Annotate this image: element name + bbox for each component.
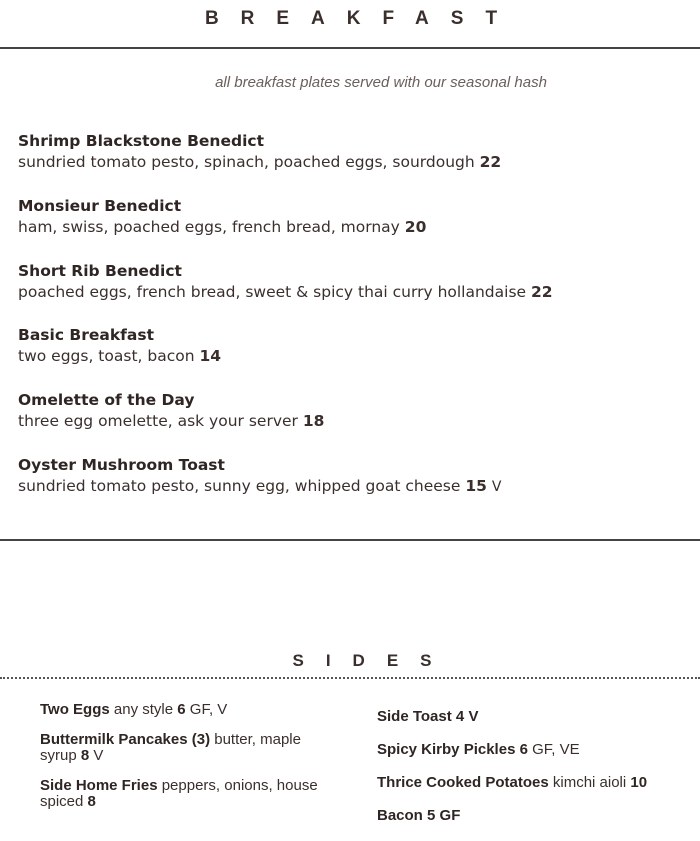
breakfast-items [18, 131, 688, 520]
menu-item [18, 455, 688, 520]
item-name: Monsieur Benedict [18, 196, 182, 215]
side-name: Two Eggs [40, 701, 110, 718]
side-price: 5 [427, 807, 436, 824]
side-description: kimchi aioli [552, 774, 627, 791]
side-item [377, 808, 700, 824]
bottom-divider [0, 539, 700, 541]
item-price: 18 [302, 412, 325, 431]
item-diet-tag: V [491, 478, 502, 495]
item-name: Basic Breakfast [18, 326, 154, 345]
item-description: ham, swiss, poached eggs, french bread, mornay 20 [18, 217, 427, 236]
side-name: Side Home Fries [40, 777, 158, 794]
item-name: Shrimp Blackstone Benedict [18, 132, 264, 150]
side-diet-tag: GF, VE [532, 741, 580, 758]
side-price: 8 [87, 793, 96, 810]
item-description: poached eggs, french bread, sweet & spicy thai curry hollandaise 22 [18, 282, 553, 301]
item-price: 20 [404, 217, 427, 236]
breakfast-heading: BREAKFAST [204, 8, 520, 29]
sides-heading: SIDES [292, 651, 454, 670]
item-description: three egg omelette, ask your server 18 [18, 412, 325, 431]
item-price: 22 [531, 282, 553, 301]
sides-left-column [40, 702, 340, 824]
breakfast-tagline: all breakfast plates served with our seasonal hash [215, 74, 547, 91]
side-price: 6 [177, 701, 186, 718]
side-item [377, 709, 700, 725]
side-diet-tag: V [468, 708, 479, 725]
item-name: Omelette of the Day [18, 391, 195, 410]
side-item [377, 742, 700, 758]
side-name: Side Toast [377, 708, 452, 725]
item-price: 14 [199, 347, 222, 366]
side-diet-tag: GF [439, 807, 461, 824]
side-name: Thrice Cooked Potatoes [377, 774, 549, 791]
item-description: sundried tomato pesto, sunny egg, whipped goat cheese 15 V [18, 476, 502, 495]
menu-item [18, 390, 688, 455]
item-price: 22 [479, 153, 502, 171]
item-price: 15 [465, 476, 487, 495]
side-description: peppers, onions, house spiced [40, 777, 318, 810]
menu-item [18, 196, 688, 261]
side-description: any style [113, 701, 174, 718]
item-name: Oyster Mushroom Toast [18, 455, 225, 474]
side-item [40, 702, 340, 718]
side-item [40, 778, 340, 810]
side-item [377, 775, 700, 791]
side-price: 6 [519, 741, 528, 758]
menu-item [18, 325, 688, 390]
side-diet-tag: GF, V [189, 701, 228, 718]
item-description: sundried tomato pesto, spinach, poached eggs, sourdough 22 [18, 153, 502, 171]
item-name: Short Rib Benedict [18, 261, 182, 280]
side-description: butter, maple syrup [40, 731, 301, 764]
side-item [40, 732, 340, 764]
side-price: 8 [80, 747, 90, 764]
top-divider [0, 47, 700, 49]
side-name: Bacon [377, 807, 423, 824]
side-name: Buttermilk Pancakes (3) [40, 731, 211, 748]
side-diet-tag: V [93, 747, 104, 764]
sides-dotted-divider [0, 677, 700, 679]
menu-item [18, 261, 688, 326]
side-price: 10 [630, 774, 648, 791]
item-description: two eggs, toast, bacon 14 [18, 347, 222, 366]
menu-item [18, 131, 688, 196]
sides-right-column [377, 709, 700, 841]
side-price: 4 [455, 708, 465, 725]
side-name: Spicy Kirby Pickles [377, 741, 516, 758]
